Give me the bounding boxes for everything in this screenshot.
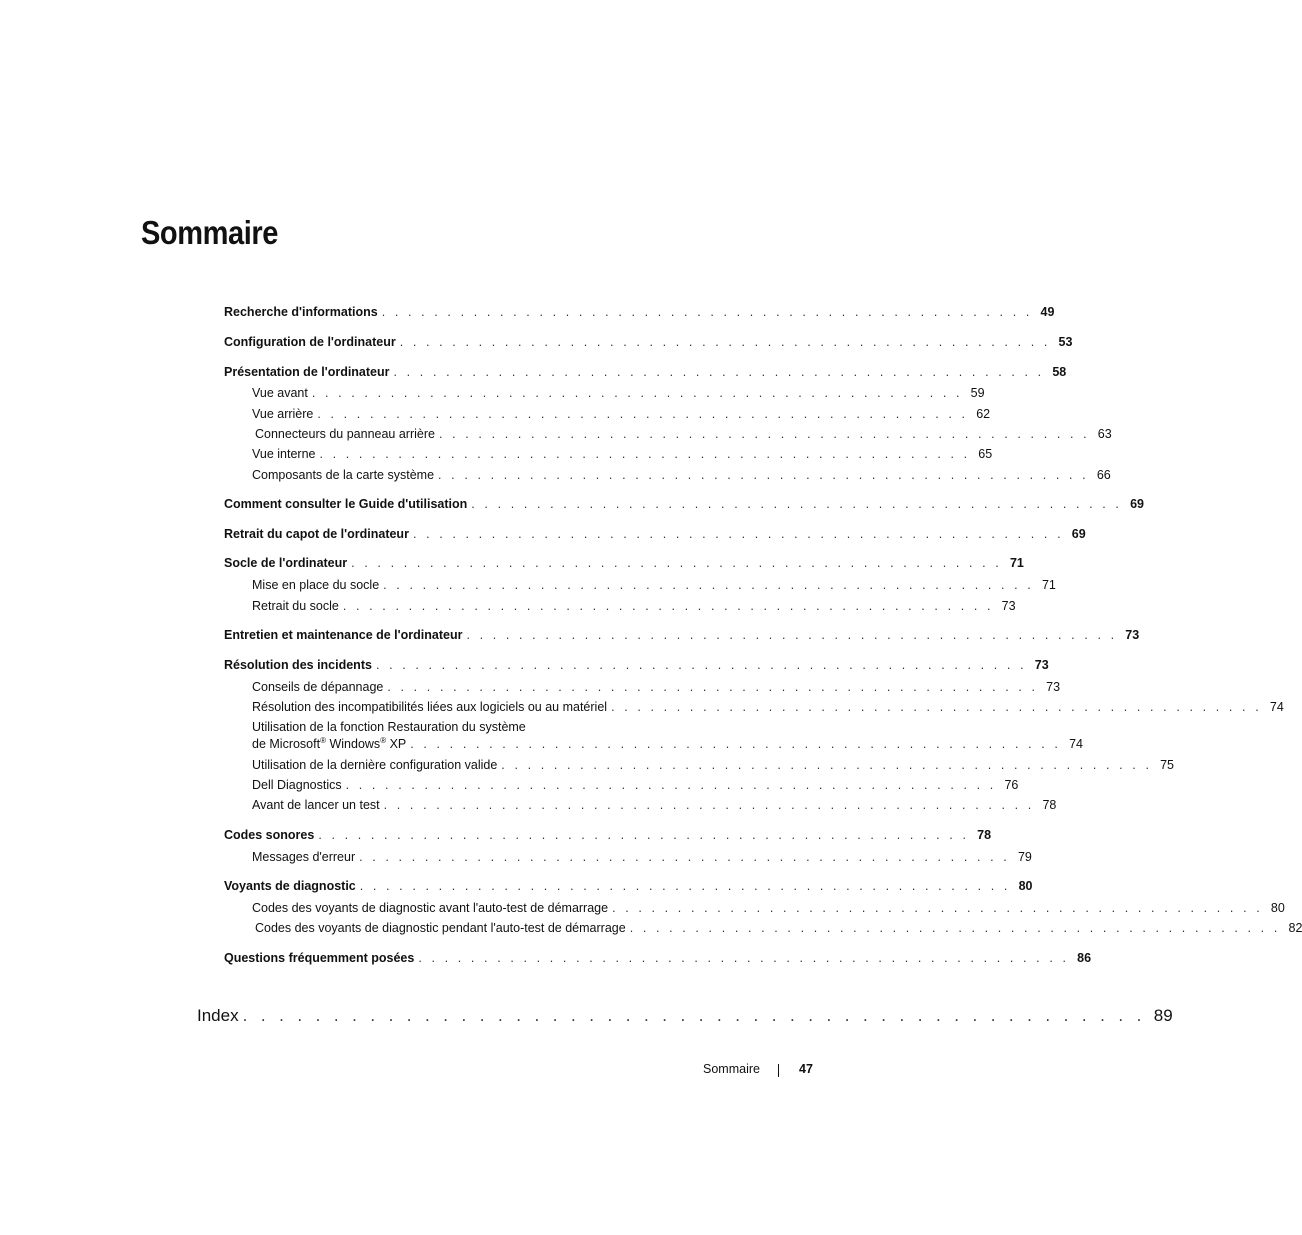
toc-subentry[interactable]: [252, 849, 1032, 865]
toc-index-page: 89: [1153, 1006, 1173, 1025]
toc-subentry[interactable]: [252, 900, 1285, 916]
toc-entry[interactable]: [224, 304, 1055, 320]
toc-subentry-page: 82: [1288, 921, 1302, 935]
dot-leader: . . . . . . . . . . . . . . . . . . . . . . . . . . . . . . . . . . . . . . . . . . . . . . . . . .: [351, 556, 1002, 570]
toc-subentry-page: 74: [1269, 700, 1284, 714]
dot-leader: . . . . . . . . . . . . . . . . . . . . . . . . . . . . . . . . . . . . . . . . . . . . . . . . . .: [611, 700, 1262, 714]
dot-leader: . . . . . . . . . . . . . . . . . . . . . . . . . . . . . . . . . . . . . . . . . . . . . . . . . .: [242, 1006, 1146, 1025]
dot-leader: . . . . . . . . . . . . . . . . . . . . . . . . . . . . . . . . . . . . . . . . . . . . . . . . . .: [501, 758, 1153, 772]
toc-entry-title: Retrait du capot de l'ordinateur: [224, 527, 409, 541]
toc-entry-page: 78: [977, 828, 992, 842]
toc-subentry[interactable]: [252, 920, 1302, 936]
toc-entry[interactable]: [224, 364, 1067, 380]
toc-entry-page: 86: [1077, 951, 1092, 965]
dot-leader: . . . . . . . . . . . . . . . . . . . . . . . . . . . . . . . . . . . . . . . . . . . . . . . . . .: [345, 778, 997, 792]
toc-subentry-title: Vue arrière: [252, 407, 314, 421]
page-number: 47: [799, 1062, 813, 1076]
toc-subentry-title: Résolution des incompatibilités liées aux logiciels ou au matériel: [252, 700, 608, 714]
toc-subentry-page: 78: [1042, 798, 1057, 812]
toc-subentry[interactable]: [252, 777, 1019, 793]
toc-entry-title: Résolution des incidents: [224, 658, 372, 672]
toc-entry-title: Socle de l'ordinateur: [224, 556, 348, 570]
toc-entry[interactable]: [224, 334, 1073, 350]
toc-entry[interactable]: [224, 555, 1024, 571]
toc-entry[interactable]: [224, 657, 1049, 673]
dot-leader: . . . . . . . . . . . . . . . . . . . . . . . . . . . . . . . . . . . . . . . . . . . . . . . . . .: [399, 335, 1051, 349]
toc-subentry[interactable]: [252, 406, 991, 422]
toc-entry-page: 53: [1058, 335, 1073, 349]
toc-subentry-page: 71: [1041, 578, 1056, 592]
toc-subentry-page: 75: [1160, 758, 1175, 772]
toc-entry-title: Configuration de l'ordinateur: [224, 335, 396, 349]
toc-entry-page: 69: [1071, 527, 1086, 541]
dot-leader: . . . . . . . . . . . . . . . . . . . . . . . . . . . . . . . . . . . . . . . . . . . . . . . . . .: [359, 850, 1010, 864]
toc-subentry-title: Composants de la carte système: [252, 468, 435, 482]
dot-leader: . . . . . . . . . . . . . . . . . . . . . . . . . . . . . . . . . . . . . . . . . . . . . . . . . .: [317, 407, 969, 421]
toc-subentry[interactable]: [252, 577, 1056, 593]
dot-leader: . . . . . . . . . . . . . . . . . . . . . . . . . . . . . . . . . . . . . . . . . . . . . . . . . .: [612, 901, 1263, 915]
toc-entry-title: Codes sonores: [224, 828, 315, 842]
toc-entry-page: 58: [1052, 365, 1067, 379]
toc-subentry-page: 59: [970, 386, 985, 400]
toc-subentry[interactable]: [252, 598, 1016, 614]
toc-subentry-page: 74: [1069, 737, 1083, 751]
dot-leader: . . . . . . . . . . . . . . . . . . . . . . . . . . . . . . . . . . . . . . . . . . . . . . . . . .: [381, 305, 1033, 319]
toc-subentry[interactable]: [252, 467, 1111, 483]
dot-leader: . . . . . . . . . . . . . . . . . . . . . . . . . . . . . . . . . . . . . . . . . . . . . . . . . .: [318, 828, 970, 842]
toc-subentry-title: Conseils de dépannage: [252, 680, 384, 694]
dot-leader: . . . . . . . . . . . . . . . . . . . . . . . . . . . . . . . . . . . . . . . . . . . . . . . . . .: [438, 427, 1090, 441]
toc-subentry-title: Vue interne: [252, 447, 316, 461]
footer-separator: [778, 1064, 779, 1077]
dot-leader: . . . . . . . . . . . . . . . . . . . . . . . . . . . . . . . . . . . . . . . . . . . . . . . . . .: [383, 798, 1035, 812]
toc-subentry-page: 63: [1097, 427, 1112, 441]
toc-entry-page: 73: [1034, 658, 1049, 672]
toc-entry[interactable]: [224, 878, 1033, 894]
toc-subentry-page: 73: [1046, 680, 1061, 694]
toc-entry-title: Entretien et maintenance de l'ordinateur: [224, 628, 463, 642]
toc-subentry-title[interactable]: Utilisation de la fonction Restauration du système: [252, 720, 526, 734]
toc-entry[interactable]: [224, 496, 1144, 512]
toc-subentry-page: 76: [1004, 778, 1019, 792]
dot-leader: . . . . . . . . . . . . . . . . . . . . . . . . . . . . . . . . . . . . . . . . . . . . . . . . . .: [410, 737, 1061, 751]
toc-subentry[interactable]: [252, 385, 985, 401]
toc-subentry-title: Codes des voyants de diagnostic avant l'auto-test de démarrage: [252, 901, 609, 915]
toc-entry-page: 69: [1130, 497, 1144, 511]
dot-leader: . . . . . . . . . . . . . . . . . . . . . . . . . . . . . . . . . . . . . . . . . . . . . . . . . .: [471, 497, 1122, 511]
toc-subentry[interactable]: [252, 757, 1175, 773]
toc-subentry[interactable]: [252, 699, 1284, 715]
toc-entry-page: 49: [1040, 305, 1055, 319]
toc-subentry-title: Utilisation de la dernière configuration valide: [252, 758, 498, 772]
toc-entry-title: Comment consulter le Guide d'utilisation: [224, 497, 468, 511]
toc-entry[interactable]: [224, 950, 1092, 966]
toc-subentry[interactable]: [252, 446, 993, 462]
page-title: Sommaire: [141, 214, 278, 251]
toc-subentry[interactable]: [252, 426, 1112, 442]
toc-subentry-page: 62: [976, 407, 991, 421]
dot-leader: . . . . . . . . . . . . . . . . . . . . . . . . . . . . . . . . . . . . . . . . . . . . . . . . . .: [629, 921, 1281, 935]
toc-subentry-title: Messages d'erreur: [252, 850, 356, 864]
toc-index-entry[interactable]: [197, 1006, 1173, 1026]
dot-leader: . . . . . . . . . . . . . . . . . . . . . . . . . . . . . . . . . . . . . . . . . . . . . . . . . .: [311, 386, 963, 400]
footer-section-label: Sommaire: [703, 1062, 760, 1076]
dot-leader: . . . . . . . . . . . . . . . . . . . . . . . . . . . . . . . . . . . . . . . . . . . . . . . . . .: [412, 527, 1064, 541]
toc-index-title: Index: [197, 1006, 239, 1025]
dot-leader: . . . . . . . . . . . . . . . . . . . . . . . . . . . . . . . . . . . . . . . . . . . . . . . . . .: [387, 680, 1039, 694]
dot-leader: . . . . . . . . . . . . . . . . . . . . . . . . . . . . . . . . . . . . . . . . . . . . . . . . . .: [319, 447, 971, 461]
toc-subentry-title: Vue avant: [252, 386, 308, 400]
toc-subentry-title: de Microsoft® Windows® XP: [252, 736, 407, 751]
toc-subentry-title: Codes des voyants de diagnostic pendant l'auto-test de démarrage: [255, 921, 626, 935]
dot-leader: . . . . . . . . . . . . . . . . . . . . . . . . . . . . . . . . . . . . . . . . . . . . . . . . . .: [383, 578, 1034, 592]
dot-leader: . . . . . . . . . . . . . . . . . . . . . . . . . . . . . . . . . . . . . . . . . . . . . . . . . .: [359, 879, 1011, 893]
dot-leader: . . . . . . . . . . . . . . . . . . . . . . . . . . . . . . . . . . . . . . . . . . . . . . . . . .: [393, 365, 1045, 379]
toc-entry-title: Questions fréquemment posées: [224, 951, 415, 965]
toc-entry-title: Voyants de diagnostic: [224, 879, 356, 893]
dot-leader: . . . . . . . . . . . . . . . . . . . . . . . . . . . . . . . . . . . . . . . . . . . . . . . . . .: [438, 468, 1089, 482]
toc-subentry-page: 66: [1096, 468, 1111, 482]
toc-subentry[interactable]: [252, 797, 1057, 813]
toc-subentry-title: Connecteurs du panneau arrière: [255, 427, 435, 441]
toc-entry-page: 71: [1009, 556, 1024, 570]
toc-entry-title: Présentation de l'ordinateur: [224, 365, 390, 379]
toc-entry[interactable]: [224, 627, 1140, 643]
toc-subentry-title: Mise en place du socle: [252, 578, 380, 592]
toc-subentry-page: 80: [1270, 901, 1285, 915]
toc-subentry-title: Avant de lancer un test: [252, 798, 380, 812]
dot-leader: . . . . . . . . . . . . . . . . . . . . . . . . . . . . . . . . . . . . . . . . . . . . . . . . . .: [375, 658, 1027, 672]
toc-subentry-page: 65: [978, 447, 993, 461]
toc-subentry[interactable]: [252, 679, 1061, 695]
toc-subentry-title: Retrait du socle: [252, 599, 339, 613]
toc-entry-title: Recherche d'informations: [224, 305, 378, 319]
toc-subentry-title: Dell Diagnostics: [252, 778, 342, 792]
toc-subentry-page: 79: [1017, 850, 1032, 864]
dot-leader: . . . . . . . . . . . . . . . . . . . . . . . . . . . . . . . . . . . . . . . . . . . . . . . . . .: [466, 628, 1118, 642]
dot-leader: . . . . . . . . . . . . . . . . . . . . . . . . . . . . . . . . . . . . . . . . . . . . . . . . . .: [342, 599, 994, 613]
dot-leader: . . . . . . . . . . . . . . . . . . . . . . . . . . . . . . . . . . . . . . . . . . . . . . . . . .: [418, 951, 1070, 965]
toc-entry-page: 80: [1018, 879, 1033, 893]
toc-entry-page: 73: [1125, 628, 1140, 642]
toc-entry[interactable]: [224, 827, 992, 843]
toc-subentry[interactable]: [252, 736, 1083, 752]
toc-subentry-page: 73: [1001, 599, 1016, 613]
toc-entry[interactable]: [224, 526, 1086, 542]
